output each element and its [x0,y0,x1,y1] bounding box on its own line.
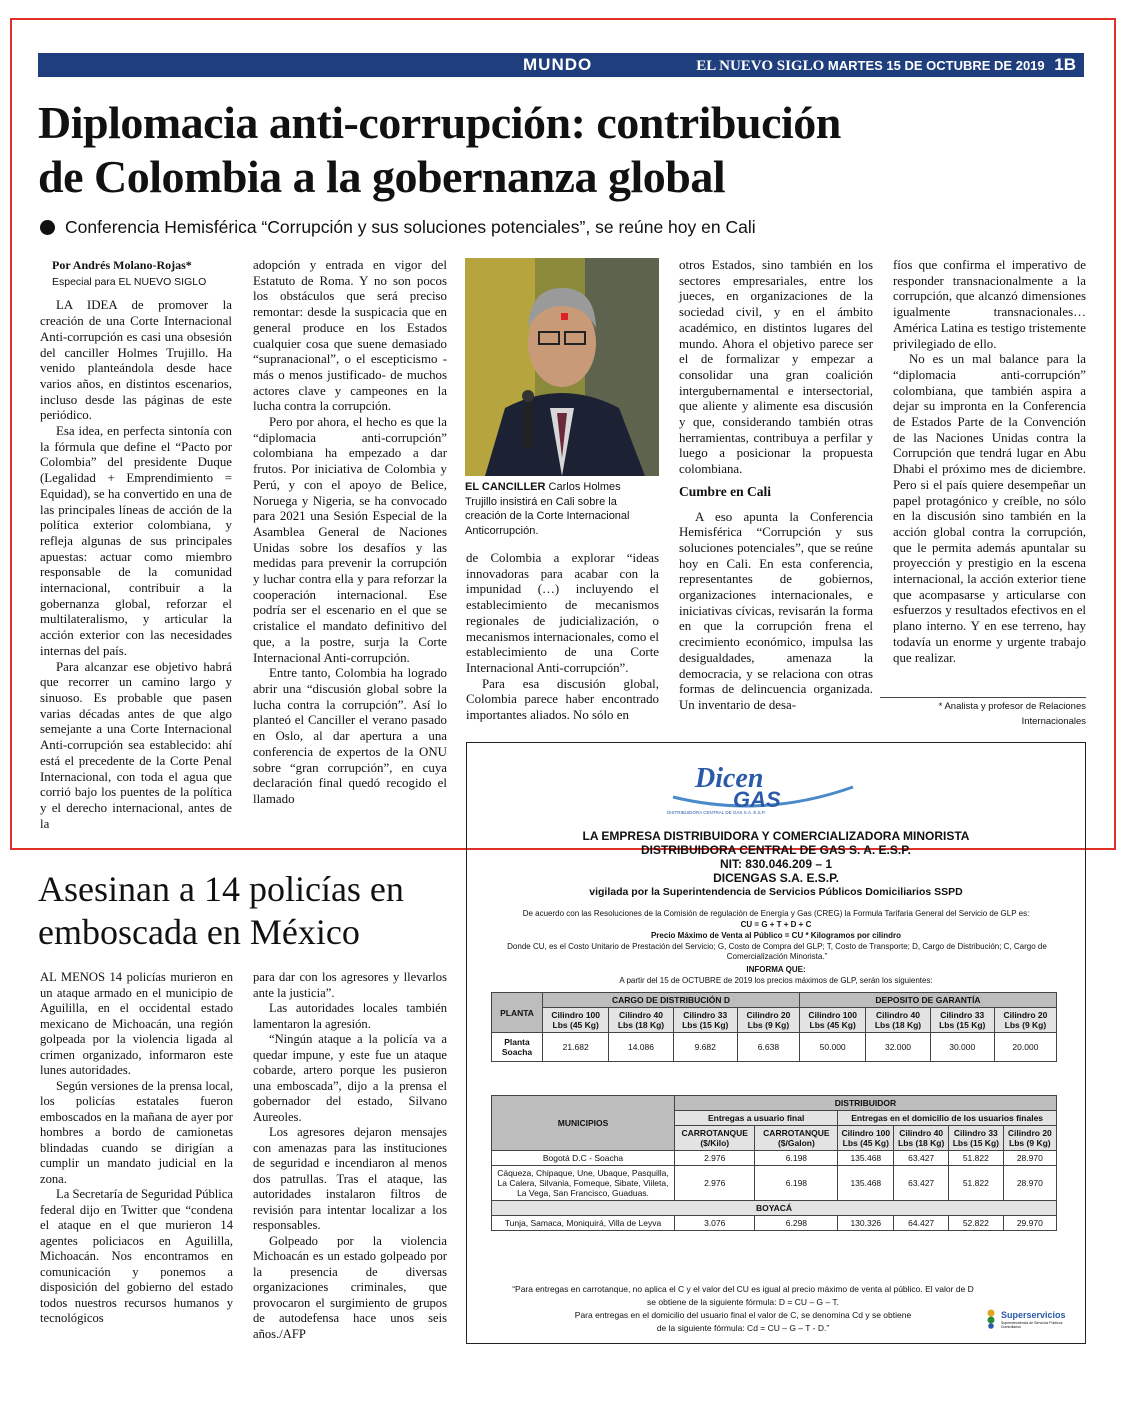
paragraph: Pero por ahora, el hecho es que la “diplomacia anti-corrupción” colombiana ha empezado a dar frutos. Por iniciativa de Colombia y Perú, y con el apoyo de Belice, Noruega y Nigeria, se ha convocado para 2021 una Sesión Especial de la Asamblea General de Naciones Unidas sobre los desafíos y las medidas para prevenir la corrupción y luchar contra ella y para reforzar la cooperación internacional. Ese podría ser el escenario en el que se cristalice el mandato definitivo del que, a la postre, surja la Corte Internacional Anti-corrupción. [253,415,447,665]
table-cell: 6.198 [755,1166,838,1201]
second-article-column-1 [40,970,233,1327]
table-cell: 130.326 [838,1216,894,1231]
table-cell: 9.682 [673,1033,737,1062]
company-line-5: vigilada por la Superintendencia de Servicios Públicos Domiciliarios SSPD [589,886,963,898]
paragraph: Los agresores dejaron mensajes con amenazas para las instituciones de seguridad e incendiaron al menos dos patrullas. Tras el ataque, las autoridades instalaron filtros de revisión para intentar localizar a los responsables. [253,1125,447,1232]
byline: Por Andrés Molano-Rojas* [52,258,192,272]
main-headline [38,96,1088,204]
table-header: Cilindro 100 Lbs (45 Kg) [838,1126,894,1151]
table-cell: 28.970 [1003,1166,1056,1201]
company-line-4: DICENGAS S.A. E.S.P. [713,871,839,885]
table-cell: Planta Soacha [492,1033,543,1062]
page-number: 1B [1054,55,1076,74]
caption-label: EL CANCILLER [465,481,546,493]
portrait-illustration [465,258,659,476]
table-cell: 52.822 [949,1216,1004,1231]
table-cell: Tunja, Samaca, Moniquirá, Villa de Leyva [492,1216,675,1231]
notice-intro: De acuerdo con las Resoluciones de la Comisión de regulación de Energía y Gas (CREG) la Formula Tarifaria General del Servicio de GLP es: [522,909,1030,918]
table-header: MUNICIPIOS [492,1096,675,1151]
superservicios-name: Superservicios [1001,1310,1066,1320]
byline-affiliation: Especial para EL NUEVO SIGLO [52,275,207,288]
table-cell: 14.086 [609,1033,673,1062]
table-cell: 50.000 [799,1033,865,1062]
table-header: Cilindro 33 Lbs (15 Kg) [673,1008,737,1033]
caption-text: Carlos Holmes Trujillo insistirá en Cali sobre la creación de la Corte Internacional Anticorrupción. [465,481,630,537]
chancellor-photo [465,258,659,476]
table-cell: 6.638 [737,1033,799,1062]
paragraph: Golpeado por la violencia Michoacán es un estado golpeado por la presencia de diversas organizaciones criminales, que provocaron el surgimiento de grupos de autodefensa hace unos seis años./AFP [253,1233,447,1341]
table-header: Cilindro 100 Lbs (45 Kg) [543,1008,609,1033]
table-header: PLANTA [492,993,543,1033]
paragraph: La Secretaría de Seguridad Pública federal dijo en Twitter que “condena el ataque en el que murieron 14 agentes policiacos en Aguililla, Michoacán. Nos encontramos en comunicación y ponemos a disposición del gobierno del estado todos nuestros recursos humanos y tecnológicos [40,1187,233,1325]
table-cell: 63.427 [894,1151,949,1166]
table-header: DISTRIBUIDOR [675,1096,1057,1111]
publication-info [696,55,1076,75]
table-cell: 29.970 [1003,1216,1056,1231]
table-group-header: BOYACÁ [492,1201,1057,1216]
table-cell: 51.822 [949,1166,1004,1201]
author-note-line-2: Internacionales [1021,716,1086,727]
headline-line-1: Diplomacia anti-corrupción: contribución [38,97,841,148]
table-cell: 6.198 [755,1151,838,1166]
subheadline [40,217,756,238]
table-header: Cilindro 33 Lbs (15 Kg) [930,1008,994,1033]
paragraph: adopción y entrada en vigor del Estatuto de Roma. Y no son pocos los obstáculos que será preciso remontar: desde la suspicacia que en general produce en los Estados cualquier cosa que suene demasiado “supranacional”, o el escepticismo -más o menos justificado- de muchos actores clave y campeones en la lucha contra la corrupción. [253,258,447,414]
table-cell: 20.000 [994,1033,1056,1062]
notice-effective: A partir del 15 de OCTUBRE de 2019 los precios máximos de GLP, serán los siguientes: [619,976,933,985]
logo-word-2: GAS [733,787,781,812]
table-cell: 135.468 [838,1151,894,1166]
table-cell: Bogotá D.C - Soacha [492,1151,675,1166]
headline-line-2: de Colombia a la gobernanza global [38,151,726,202]
paragraph: para dar con los agresores y llevarlos ante la justicia”. [253,970,447,1000]
superservicios-subtitle: Superintendencia de Servicios Públicos Domiciliarios [1001,1321,1063,1329]
article-column-3 [466,551,659,724]
table-cell: 63.427 [894,1166,949,1201]
second-headline: Asesinan a 14 policías en emboscada en México [38,869,404,952]
section-name: MUNDO [523,55,593,74]
formula-cu: CU = G + T + D + C [740,920,812,929]
paragraph: Entre tanto, Colombia ha logrado abrir una “discusión global sobre la lucha contra la corrupción”. Así lo planteó el Canciller el verano pasado en Oslo, al dar apertura a una conferencia de expertos de la ONU sobre “gran corrupción”, en cuya declaración final quedó recogido el llamado [253,666,447,806]
table-header: CARGO DE DISTRIBUCIÓN D [543,993,800,1008]
table-cell: 2.976 [675,1166,755,1201]
bullet-icon [40,220,55,235]
table-header: Cilindro 20 Lbs (9 Kg) [737,1008,799,1033]
table-row [492,1166,1057,1201]
table-header: Cilindro 40 Lbs (18 Kg) [894,1126,949,1151]
section-heading: Cumbre en Cali [679,483,772,499]
table-header: CARROTANQUE ($/Kilo) [675,1126,755,1151]
brand-name: EL NUEVO SIGLO [696,58,825,74]
table-header: Cilindro 33 Lbs (15 Kg) [949,1126,1004,1151]
paragraph: fíos que confirma el imperativo de responder transnacionalmente a la corrupción, que alcanzó dimensiones igualmente transnacionales… América Latina es testigo tristemente privilegiado de ello. [893,258,1086,351]
table-header: Cilindro 40 Lbs (18 Kg) [866,1008,930,1033]
logo-word-1: Dicen [695,763,764,794]
municipal-price-table [491,1095,1057,1231]
table-cell: 28.970 [1003,1151,1056,1166]
subheadline-text: Conferencia Hemisférica “Corrupción y sus soluciones potenciales”, se reúne hoy en Cali [65,217,756,237]
plant-price-table [491,992,1057,1062]
second-article-column-2 [253,970,447,1342]
table-cell: 6.298 [755,1216,838,1231]
table-header: Cilindro 40 Lbs (18 Kg) [609,1008,673,1033]
company-line-2: DISTRIBUIDORA CENTRAL DE GAS S. A. E.S.P. [640,843,912,857]
superservicios-icon [983,1309,999,1329]
table-cell: 30.000 [930,1033,994,1062]
gas-price-notice [466,742,1086,1344]
paragraph: “Ningún ataque a la policía va a quedar impune, y este fue un ataque cobarde, artero porque les pusieron una emboscada”, dijo a la prensa el gobernador del estado, Silvano Aureoles. [253,1032,447,1124]
section-bar [38,53,1084,77]
table-row [492,1216,1057,1231]
photo-caption [465,480,655,538]
author-note [880,697,1086,729]
issue-date: MARTES 15 DE OCTUBRE DE 2019 [827,58,1045,73]
footnote [493,1283,993,1335]
logo-graphic [663,757,863,815]
paragraph: Esa idea, en perfecta sintonía con la fórmula que define el “Pacto por Colombia” del presidente Duque (Legalidad + Emprendimiento = Equidad), se ha convertido en una de las principales líneas de acción de la política exterior colombiana, y refleja algunas de sus principales apuestas: actuar como miembro responsable de la comunidad internacional, contribuir a la gobernanza global, reforzar el multilateralismo, y articular la acción exterior con las necesidades internas del país. [40,424,232,658]
paragraph: Para esa discusión global, Colombia parece haber encontrado importantes aliados. No sólo en [466,676,659,723]
footnote-line-1: “Para entregas en carrotanque, no aplica el C y el valor del CU es igual al precio máximo de venta al público. El valor de D [512,1284,974,1294]
table-row [492,1033,1057,1062]
superservicios-logo [983,1309,1073,1331]
dicengas-logo [663,757,863,815]
formula-price: Precio Máximo de Venta al Público = CU * Kilogramos por cilindro [650,931,902,940]
table-header: Entregas a usuario final [675,1111,838,1126]
table-cell: 135.468 [838,1166,894,1201]
table-cell: 2.976 [675,1151,755,1166]
table-header: Cilindro 20 Lbs (9 Kg) [1003,1126,1056,1151]
table-header: Entregas en el domicilio de los usuarios finales [838,1111,1057,1126]
article-column-1 [40,258,232,832]
author-note-line-1: * Analista y profesor de Relaciones [938,701,1086,712]
article-column-4 [679,258,873,714]
paragraph: Las autoridades locales también lamentaron la agresión. [253,1001,447,1031]
footnote-line-4: de la siguiente fórmula: Cd = CU – G – T - D.” [656,1323,830,1333]
table-header: Cilindro 20 Lbs (9 Kg) [994,1008,1056,1033]
footnote-line-2: se obtiene de la siguiente fórmula: D = CU – G – T. [647,1297,839,1307]
paragraph: Para alcanzar ese objetivo habrá que recorrer un camino largo y sinuoso. Es probable que pasen varias décadas antes de que algo semejante a una Corte Internacional Anti-corrupción sea establecido: ahí está el precedente de la Corte Penal Internacional, con toda el agua que corrió bajo los puentes de la política y el derecho internacional, antes de la [40,659,232,831]
paragraph: otros Estados, sino también en los sectores empresariales, entre los jueces, en organizaciones de la sociedad civil, y en el ámbito académico, en distintos lugares del mundo. Ahora el objetivo parece ser el de formalizar y empezar a consolidar una gran coalición intergubernamental e intersectorial, que aliente y alimente esa discusión y que, considerando también otras herramientas, contribuya a perfilar y luego a posicionar la propuesta colombiana. [679,258,873,477]
paragraph: AL MENOS 14 policías murieron en un ataque armado en el municipio de Aguililla, en el occidental estado mexicano de Michoacán, una región golpeada por la violencia ligada al crimen organizado, informaron este lunes autoridades. [40,970,233,1077]
table-cell: 21.682 [543,1033,609,1062]
logo-tagline: DISTRIBUIDORA CENTRAL DE GAS S.A. E.S.P. [667,810,766,815]
table-cell: 64.427 [894,1216,949,1231]
paragraph: LA IDEA de promover la creación de una Corte Internacional Anti-corrupción es casi una obsesión del canciller Holmes Trujillo. Ha venido planteándola desde hace varios años, en distintos escenarios, incluso desde las páginas de este periódico. [40,298,232,423]
footnote-line-3: Para entregas en el domicilio del usuario final el valor de C, se denomina Cd y se obtiene [574,1310,912,1320]
paragraph: Según versiones de la prensa local, los policías estatales fueron emboscados en la mañana de ayer por hombres a bordo de camionetas blindadas cuando se dirigían a cumplir un mandato judicial en la zona. [40,1078,233,1186]
table-header: CARROTANQUE ($/Galon) [755,1126,838,1151]
table-header: DEPOSITO DE GARANTÍA [799,993,1056,1008]
formula-definition: Donde CU, es el Costo Unitario de Prestación del Servicio; G, Costo de Compra del GLP; T, Costo de Transporte; D, Cargo de Distribución; C, Cargo de Comercialización Minorista.” [507,942,1047,961]
company-line-1: LA EMPRESA DISTRIBUIDORA Y COMERCIALIZADORA MINORISTA [582,829,970,843]
table-cell: 51.822 [949,1151,1004,1166]
article-column-5 [893,258,1086,666]
table-header: Cilindro 100 Lbs (45 Kg) [799,1008,865,1033]
article-column-2 [253,258,447,808]
paragraph: A eso apunta la Conferencia Hemisférica “Corrupción y sus soluciones potenciales”, que se reúne hoy en Cali. En esta conferencia, representantes de gobiernos, organizaciones internacionales, e iniciativas cívicas, revisarán la forma en que la corrupción frena el crecimiento económico, impulsa las desigualdades, amenaza la democracia, y se relaciona con otras formas de delincuencia organizada. Un inventario de desa- [679,509,873,712]
table-cell: 3.076 [675,1216,755,1231]
paragraph: No es un mal balance para la “diplomacia anti-corrupción” colombiana, que también aspira a dejar su impronta en la Conferencia de Estados Parte de la Convención de las Naciones Unidas contra la Corrupción que tendrá lugar en Abu Dhabi el próximo mes de diciembre. Pero si el país quiere desempeñar un papel protagónico y creíble, no sólo en la discusión sino también en la acción global contra la corrupción, que le permita además apuntalar su proyección y prestigio en la escena internacional, la acción exterior tiene que acompasarse y articularse con esfuerzos y resultados efectivos en el plano interno. Y en ese terreno, hay todavía un enorme y urgente trabajo que realizar. [893,352,1086,665]
company-nit: NIT: 830.046.209 – 1 [719,857,833,871]
table-row [492,1151,1057,1166]
paragraph: de Colombia a explorar “ideas innovadoras para acabar con la impunidad (…) incluyendo el establecimiento de mecanismos regionales de judicialización, o mecanismos internacionales, como el establecimiento de una Corte Internacional Anti-corrupción”. [466,551,659,675]
table-cell: 32.000 [866,1033,930,1062]
notice-heading: INFORMA QUE: [746,965,806,974]
table-cell: Cáqueza, Chipaque, Une, Ubaque, Pasquilla, La Calera, Silvania, Fomeque, Sibate, Viileta, La Vega, San Francisco, Guaduas. [492,1166,675,1201]
